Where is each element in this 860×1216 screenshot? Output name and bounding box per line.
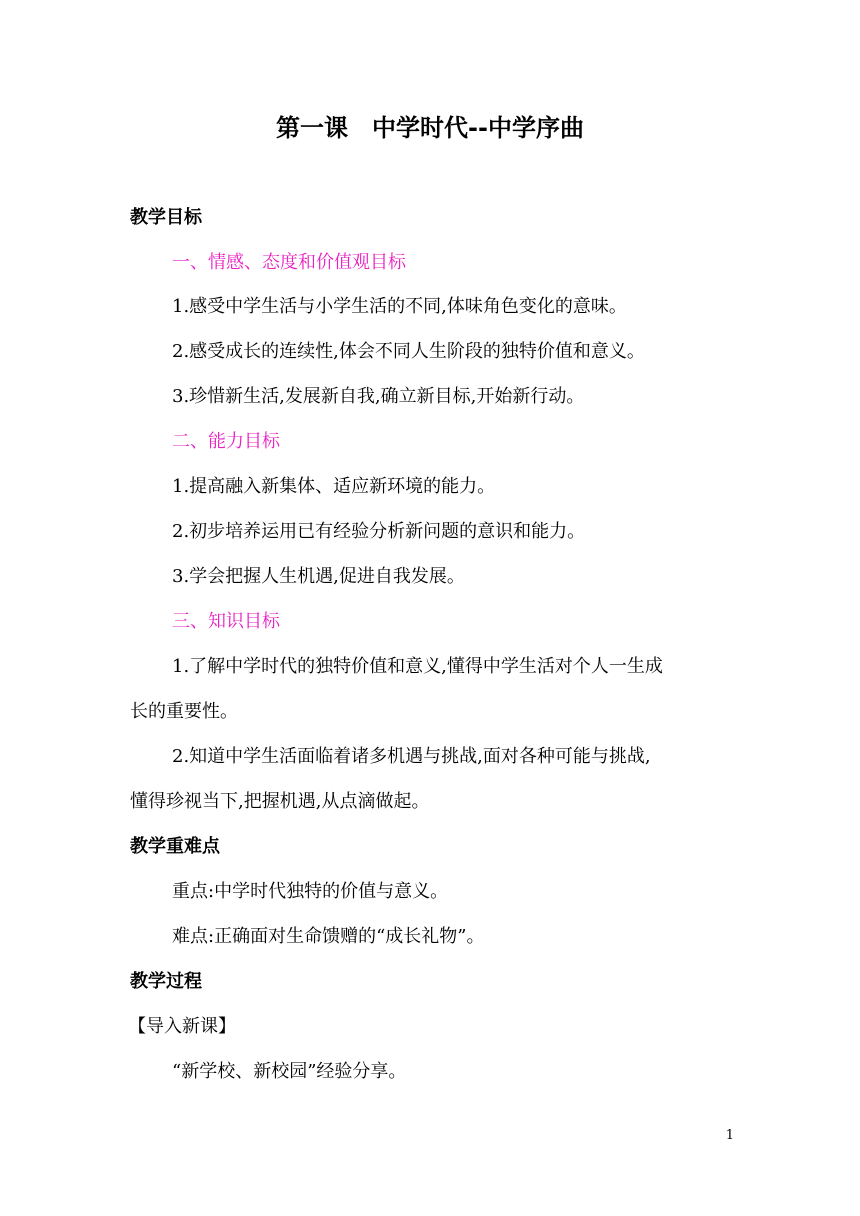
goal-item: 1.提高融入新集体、适应新环境的能力。 — [172, 476, 496, 497]
difficult-point: 难点:正确面对生命馈赠的“成长礼物”。 — [172, 926, 485, 947]
subheading-ability-goals: 二、能力目标 — [172, 431, 280, 452]
goal-item-continuation: 长的重要性。 — [130, 701, 238, 722]
goal-item-line: 2.知道中学生活面临着诸多机遇与挑战,面对各种可能与挑战, — [172, 746, 651, 767]
goal-item: 2.感受成长的连续性,体会不同人生阶段的独特价值和意义。 — [172, 341, 645, 362]
goal-item: 3.学会把握人生机遇,促进自我发展。 — [172, 566, 465, 587]
section-heading-goals: 教学目标 — [130, 207, 202, 228]
key-point: 重点:中学时代独特的价值与意义。 — [172, 881, 449, 902]
subheading-emotion-goals: 一、情感、态度和价值观目标 — [172, 252, 406, 273]
intro-label: 【导入新课】 — [128, 1016, 236, 1037]
goal-item: 1.感受中学生活与小学生活的不同,体味角色变化的意味。 — [172, 296, 627, 317]
intro-text: “新学校、新校园”经验分享。 — [172, 1061, 407, 1082]
section-heading-process: 教学过程 — [130, 971, 202, 992]
goal-item: 2.初步培养运用已有经验分析新问题的意识和能力。 — [172, 521, 586, 542]
goal-item-continuation: 懂得珍视当下,把握机遇,从点滴做起。 — [130, 791, 430, 812]
page-number: 1 — [725, 1128, 734, 1143]
section-heading-key-points: 教学重难点 — [130, 836, 220, 857]
goal-item-line: 1.了解中学时代的独特价值和意义,懂得中学生活对个人一生成 — [172, 656, 663, 677]
document-title: 第一课 中学时代--中学序曲 — [276, 114, 584, 142]
goal-item: 3.珍惜新生活,发展新自我,确立新目标,开始新行动。 — [172, 386, 585, 407]
subheading-knowledge-goals: 三、知识目标 — [172, 611, 280, 632]
